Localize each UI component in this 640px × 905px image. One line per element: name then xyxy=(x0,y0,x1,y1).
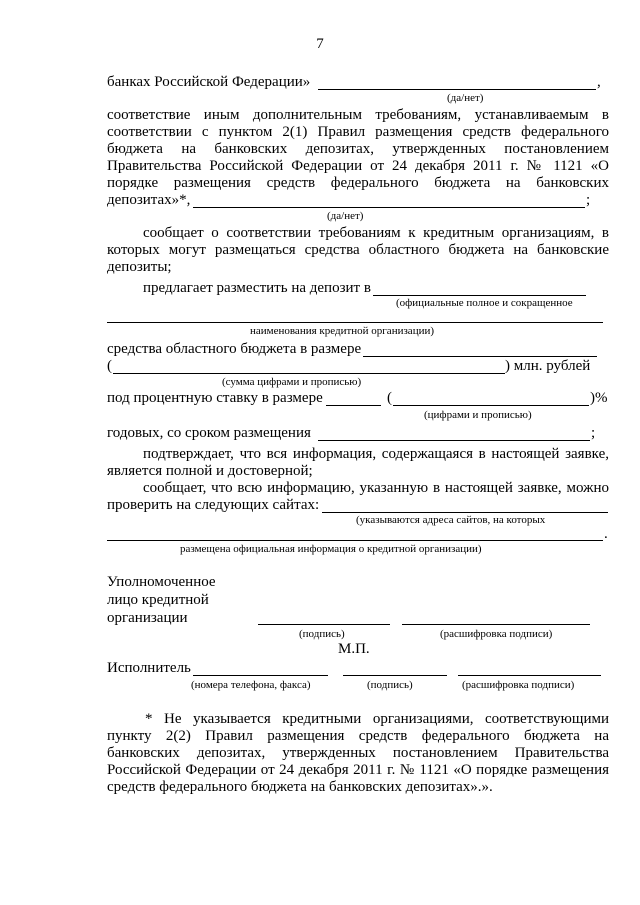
blank-line xyxy=(393,405,589,406)
caption: (да/нет) xyxy=(447,92,484,104)
caption: размещена официальная информация о кредитной организации) xyxy=(180,543,482,555)
text-line: сообщает, что всю информацию, указанную в настоящей заявке, можно xyxy=(143,480,609,496)
text-line: под процентную ставку в размере xyxy=(107,390,323,406)
blank-line xyxy=(318,89,596,90)
caption: (цифрами и прописью) xyxy=(424,409,532,421)
footnote-line: пункту 2(2) Правил размещения средств федерального бюджета на xyxy=(107,728,609,744)
signature-line xyxy=(343,675,447,676)
blank-line xyxy=(326,405,381,406)
text-line: депозитах»*, xyxy=(107,192,191,208)
caption: (да/нет) xyxy=(327,210,364,222)
caption: (расшифровка подписи) xyxy=(462,679,575,691)
caption: (сумма цифрами и прописью) xyxy=(222,376,362,388)
blank-line xyxy=(107,322,603,323)
text-line: проверить на следующих сайтах: xyxy=(107,497,320,513)
text-line: . xyxy=(604,526,608,542)
text-line: бюджета на банковских депозитах, утвержденных постановлением xyxy=(107,141,609,157)
text-line: ; xyxy=(591,425,596,441)
signature-line xyxy=(258,624,390,625)
footnote-line: Российской Федерации от 24 декабря 2011 г. № 1121 «О порядке размещения xyxy=(107,762,609,778)
caption: (номера телефона, факса) xyxy=(191,679,311,691)
blank-line xyxy=(373,295,586,296)
signature-line xyxy=(458,675,601,676)
caption: (расшифровка подписи) xyxy=(440,628,553,640)
text-line: соответствие иным дополнительным требованиям, устанавливаемым в xyxy=(107,107,609,123)
page-number: 7 xyxy=(316,36,324,52)
text-line: средства областного бюджета в размере xyxy=(107,341,362,357)
caption: наименования кредитной организации) xyxy=(250,325,435,337)
text-line: ( xyxy=(107,358,112,374)
caption: (официальные полное и сокращенное xyxy=(396,297,573,309)
text-line: ( xyxy=(387,390,392,406)
text-line: банках Российской Федерации» xyxy=(107,74,311,90)
blank-line xyxy=(113,373,505,374)
text-line: )% xyxy=(590,390,608,406)
text-line: сообщает о соответствии требованиям к кредитным организациям, в xyxy=(143,225,609,241)
text-line: соответствии с пунктом 2(1) Правил размещения средств федерального xyxy=(107,124,609,140)
text-line: , xyxy=(597,74,601,90)
text-line: организации xyxy=(107,610,188,626)
text-line: Правительства Российской Федерации от 24 декабря 2011 г. № 1121 «О xyxy=(107,158,609,174)
blank-line xyxy=(318,440,590,441)
caption: (подпись) xyxy=(367,679,413,691)
caption: (указываются адреса сайтов, на которых xyxy=(356,514,546,526)
blank-line xyxy=(193,207,585,208)
blank-line xyxy=(322,512,608,513)
seal-label: М.П. xyxy=(338,641,370,657)
text-line: годовых, со сроком размещения xyxy=(107,425,311,441)
text-line: предлагает разместить на депозит в xyxy=(143,280,371,296)
caption: (подпись) xyxy=(299,628,345,640)
footnote-line: * Не указывается кредитными организациями, соответствующими xyxy=(145,711,609,727)
footnote-line: средств федерального бюджета на банковских депозитах».». xyxy=(107,779,493,795)
text-line: порядке размещения средств федерального бюджета на банковских xyxy=(107,175,609,191)
text-line: ; xyxy=(586,192,591,208)
text-line: Исполнитель xyxy=(107,660,191,676)
text-line: ) млн. рублей xyxy=(505,358,591,374)
signature-line xyxy=(193,675,328,676)
text-line: Уполномоченное xyxy=(107,574,216,590)
signature-line xyxy=(402,624,590,625)
footnote-line: банковских депозитах, утвержденных постановлением Правительства xyxy=(107,745,609,761)
blank-line xyxy=(363,356,597,357)
text-line: депозиты; xyxy=(107,259,172,275)
text-line: является полной и достоверной; xyxy=(107,463,313,479)
text-line: подтверждает, что вся информация, содержащаяся в настоящей заявке, xyxy=(143,446,609,462)
blank-line xyxy=(107,540,603,541)
text-line: лицо кредитной xyxy=(107,592,209,608)
text-line: которых могут размещаться средства областного бюджета на банковские xyxy=(107,242,609,258)
